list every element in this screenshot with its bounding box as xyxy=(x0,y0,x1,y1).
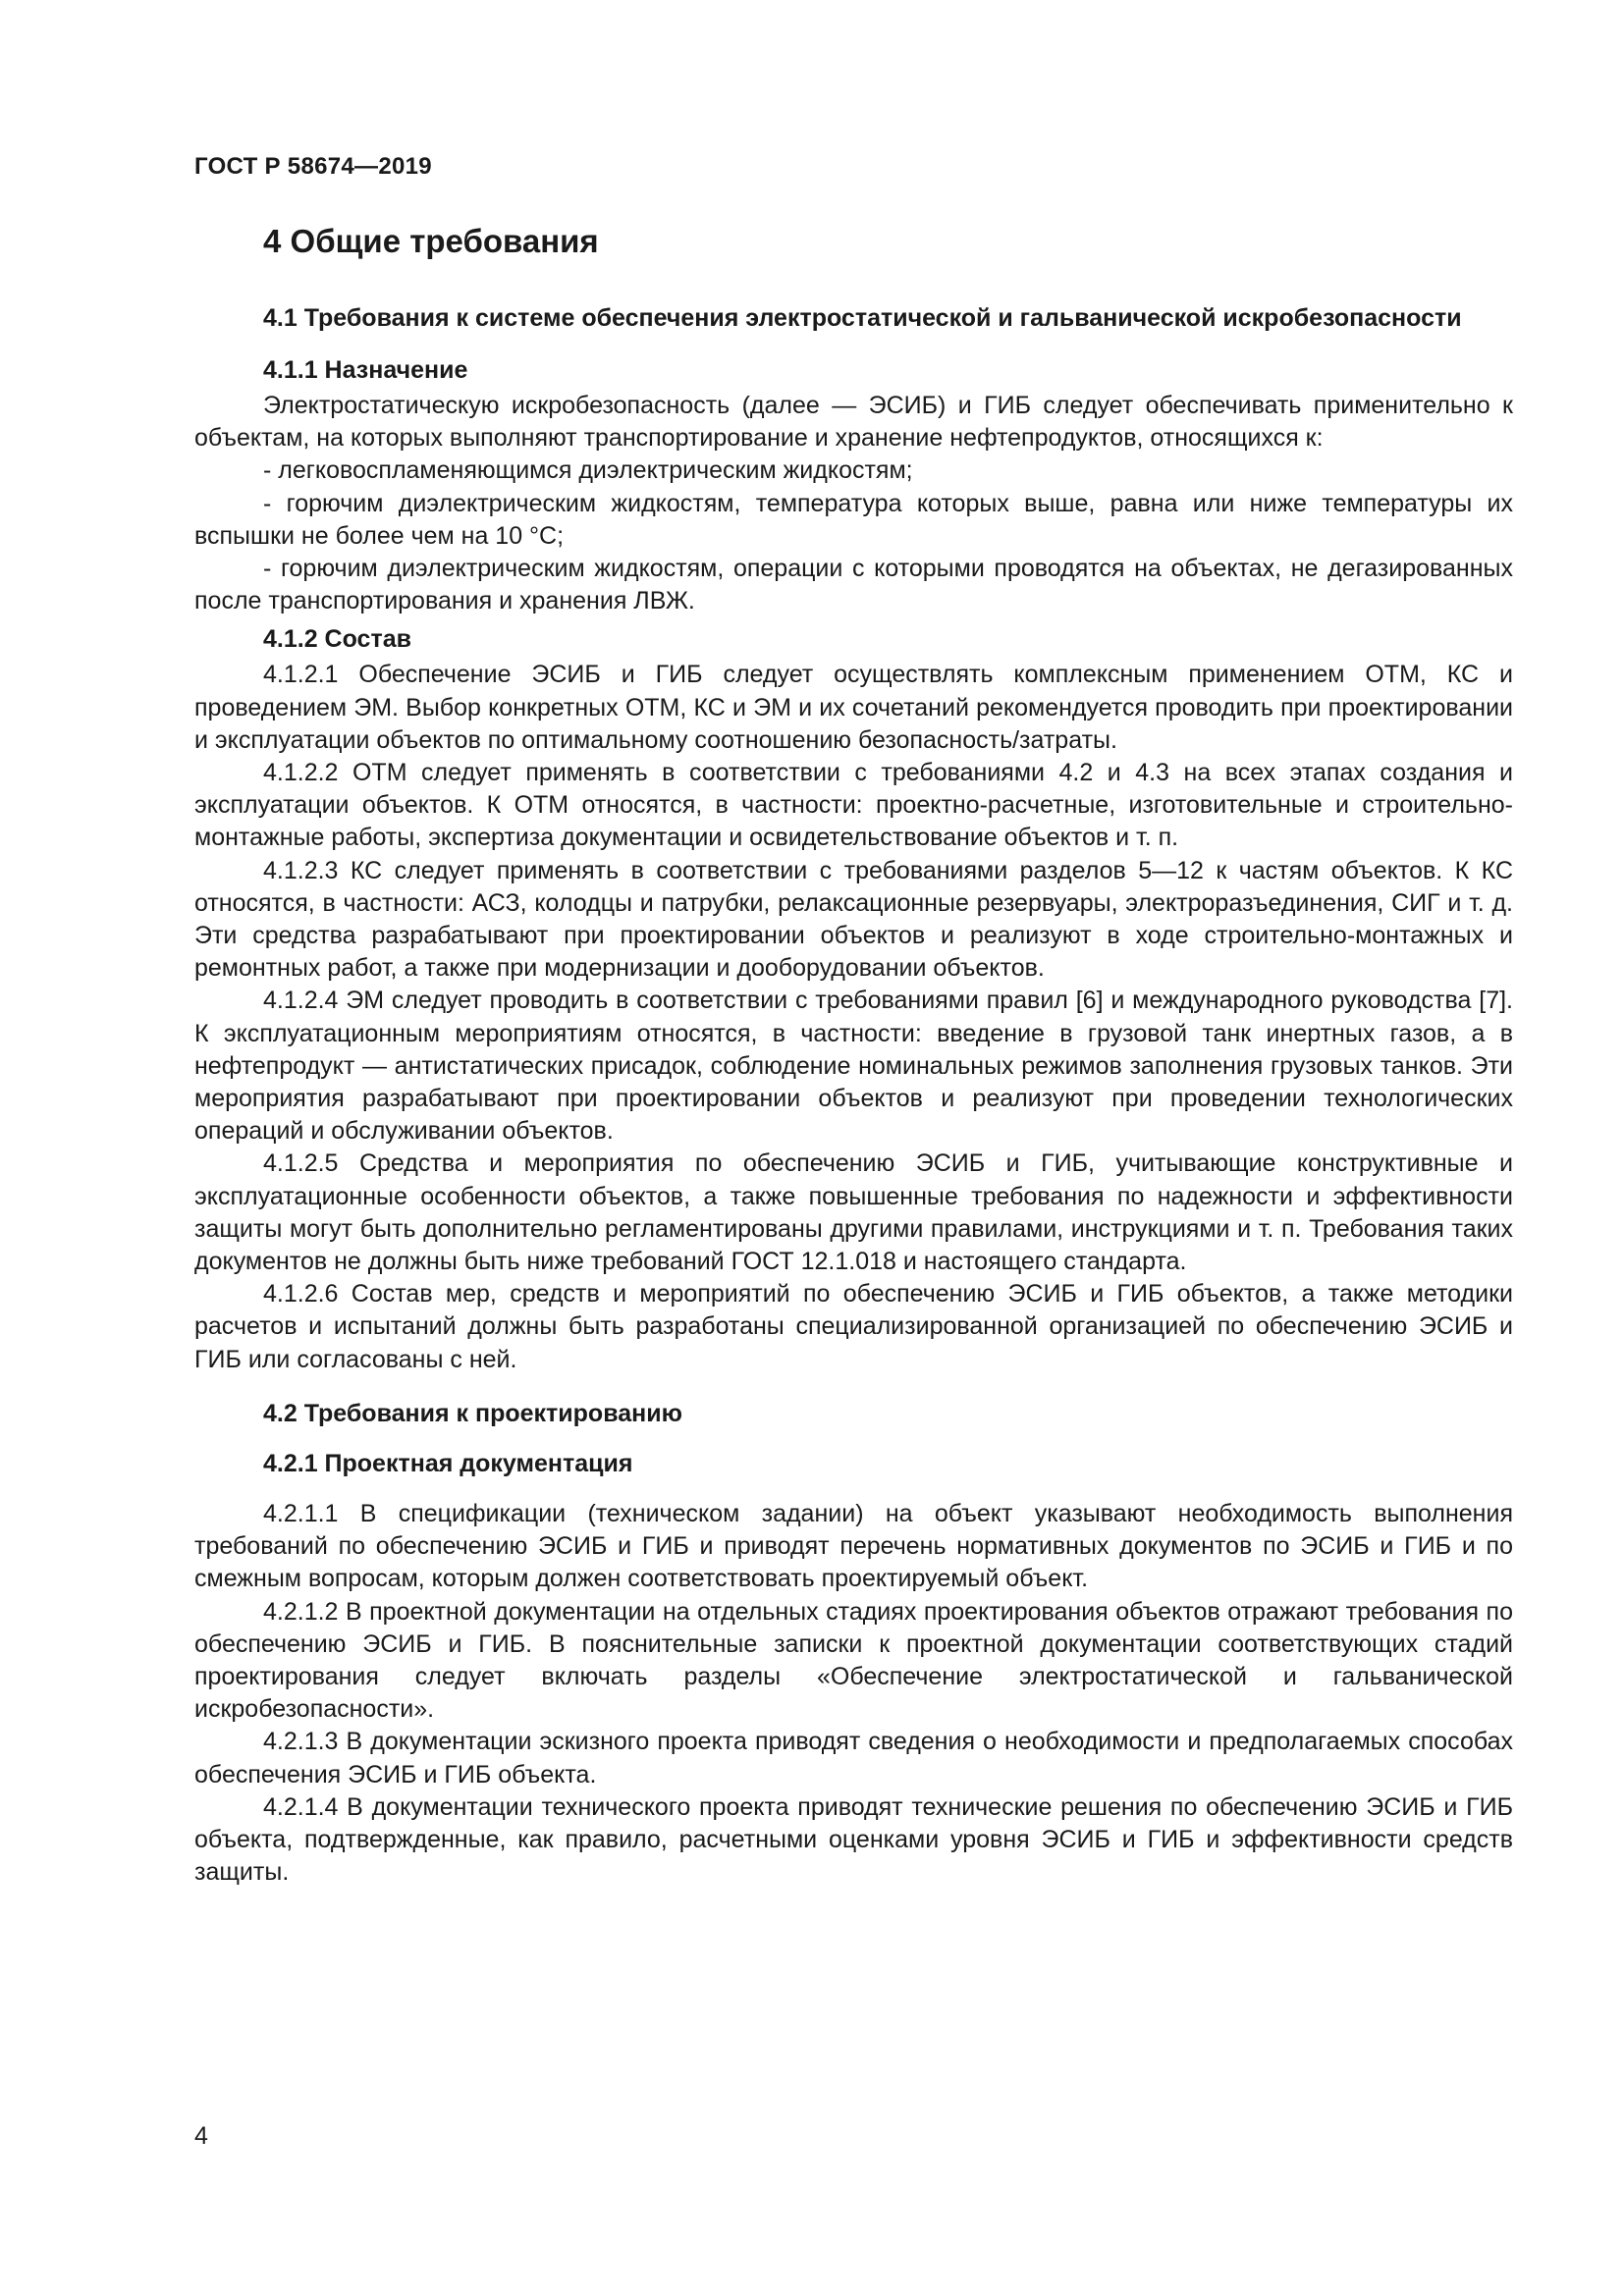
paragraph: 4.2.1.3 В документации эскизного проекта приводят сведения о необходимости и предполагаемых способах обеспечения ЭСИБ и ГИБ объекта. xyxy=(194,1728,1513,1789)
list-item: - горючим диэлектрическим жидкостям, температура которых выше, равна или ниже температуры их вспышки не более чем на 10 °С; xyxy=(194,489,1513,550)
paragraph: 4.1.2.4 ЭМ следует проводить в соответствии с требованиями правил [6] и международного руководства [7]. К эксплуатационным мероприятиям относятся, в частности: введение в грузовой танк инертных газов, а в нефтепродукт — антистатических присадок, соблюдение номинальных режимов заполнения грузовых танков. Эти мероприятия разрабатывают при проектировании объектов и реализуют при проведении технологических операций и обслуживании объектов. xyxy=(194,987,1513,1146)
paragraph: 4.2.1.4 В документации технического проекта приводят технические решения по обеспечению ЭСИБ и ГИБ объекта, подтвержденные, как правило, расчетными оценками уровня ЭСИБ и ГИБ и эффективности средств защиты. xyxy=(194,1792,1513,1887)
paragraph: 4.1.2.1 Обеспечение ЭСИБ и ГИБ следует осуществлять комплексным применением ОТМ, КС и проведением ЭМ. Выбор конкретных ОТМ, КС и ЭМ и их сочетаний рекомендуется проводить при проектировании и эксплуатации объектов по оптимальному соотношению безопасность/затраты. xyxy=(194,661,1513,754)
paragraph: 4.1.2.3 КС следует применять в соответствии с требованиями разделов 5—12 к частям объектов. К КС относятся, в частности: АСЗ, колодцы и патрубки, релаксационные резервуары, электроразъединения, СИГ и т. д. Эти средства разрабатывают при проектировании объектов и реализуют в ходе строительно-монтажных и ремонтных работ, а также при модернизации и дооборудовании объектов. xyxy=(194,856,1513,983)
paragraph: 4.2.1.2 В проектной документации на отдельных стадиях проектирования объектов отражают требования по обеспечению ЭСИБ и ГИБ. В пояснительные записки к проектной документации соответствующих стадий проектирования следует включать разделы «Обеспечение электростатической и гальванической искробезопасности». xyxy=(194,1597,1513,1724)
paragraph: 4.2.1.1 В спецификации (техническом задании) на объект указывают необходимость выполнения требований по обеспечению ЭСИБ и ГИБ и приводят перечень нормативных документов по ЭСИБ и ГИБ и по смежным вопросам, которым должен соответствовать проектируемый объект. xyxy=(194,1499,1513,1593)
list-item: - легковоспламеняющимся диэлектрическим жидкостям; xyxy=(263,456,913,485)
paragraph: Электростатическую искробезопасность (далее — ЭСИБ) и ГИБ следует обеспечивать применительно к объектам, на которых выполняют транспортирование и хранение нефтепродуктов, относящихся к: xyxy=(194,392,1513,453)
clause-title-4-1-1: 4.1.1 Назначение xyxy=(263,356,468,384)
clause-title-4-1-2: 4.1.2 Состав xyxy=(263,625,411,654)
document-code: ГОСТ Р 58674—2019 xyxy=(194,153,432,180)
paragraph: 4.1.2.2 ОТМ следует применять в соответствии с требованиями 4.2 и 4.3 на всех этапах создания и эксплуатации объектов. К ОТМ относятся, в частности: проектно-расчетные, изготовительные и строительно-монтажные работы, экспертиза документации и освидетельствование объектов и т. п. xyxy=(194,759,1513,852)
subsection-title-4-2: 4.2 Требования к проектированию xyxy=(263,1399,682,1427)
subsection-title-4-1: 4.1 Требования к системе обеспечения электростатической и гальванической искробезопасности xyxy=(263,304,1462,332)
section-title: 4 Общие требования xyxy=(263,223,599,259)
page-number: 4 xyxy=(194,2122,208,2150)
paragraph: 4.1.2.5 Средства и мероприятия по обеспечению ЭСИБ и ГИБ, учитывающие конструктивные и эксплуатационные особенности объектов, а также повышенные требования по надежности и эффективности защиты могут быть дополнительно регламентированы другими правилами, инструкциями и т. п. Требования таких документов не должны быть ниже требований ГОСТ 12.1.018 и настоящего стандарта. xyxy=(194,1149,1513,1276)
document-body xyxy=(194,218,1513,1889)
list-item: - горючим диэлектрическим жидкостям, операции с которыми проводятся на объектах, не дегазированных после транспортирования и хранения ЛВЖ. xyxy=(194,555,1513,615)
clause-title-4-2-1: 4.2.1 Проектная документация xyxy=(263,1449,633,1477)
paragraph: 4.1.2.6 Состав мер, средств и мероприятий по обеспечению ЭСИБ и ГИБ объектов, а также методики расчетов и испытаний должны быть разработаны специализированной организацией по обеспечению ЭСИБ и ГИБ или согласованы с ней. xyxy=(194,1280,1513,1373)
